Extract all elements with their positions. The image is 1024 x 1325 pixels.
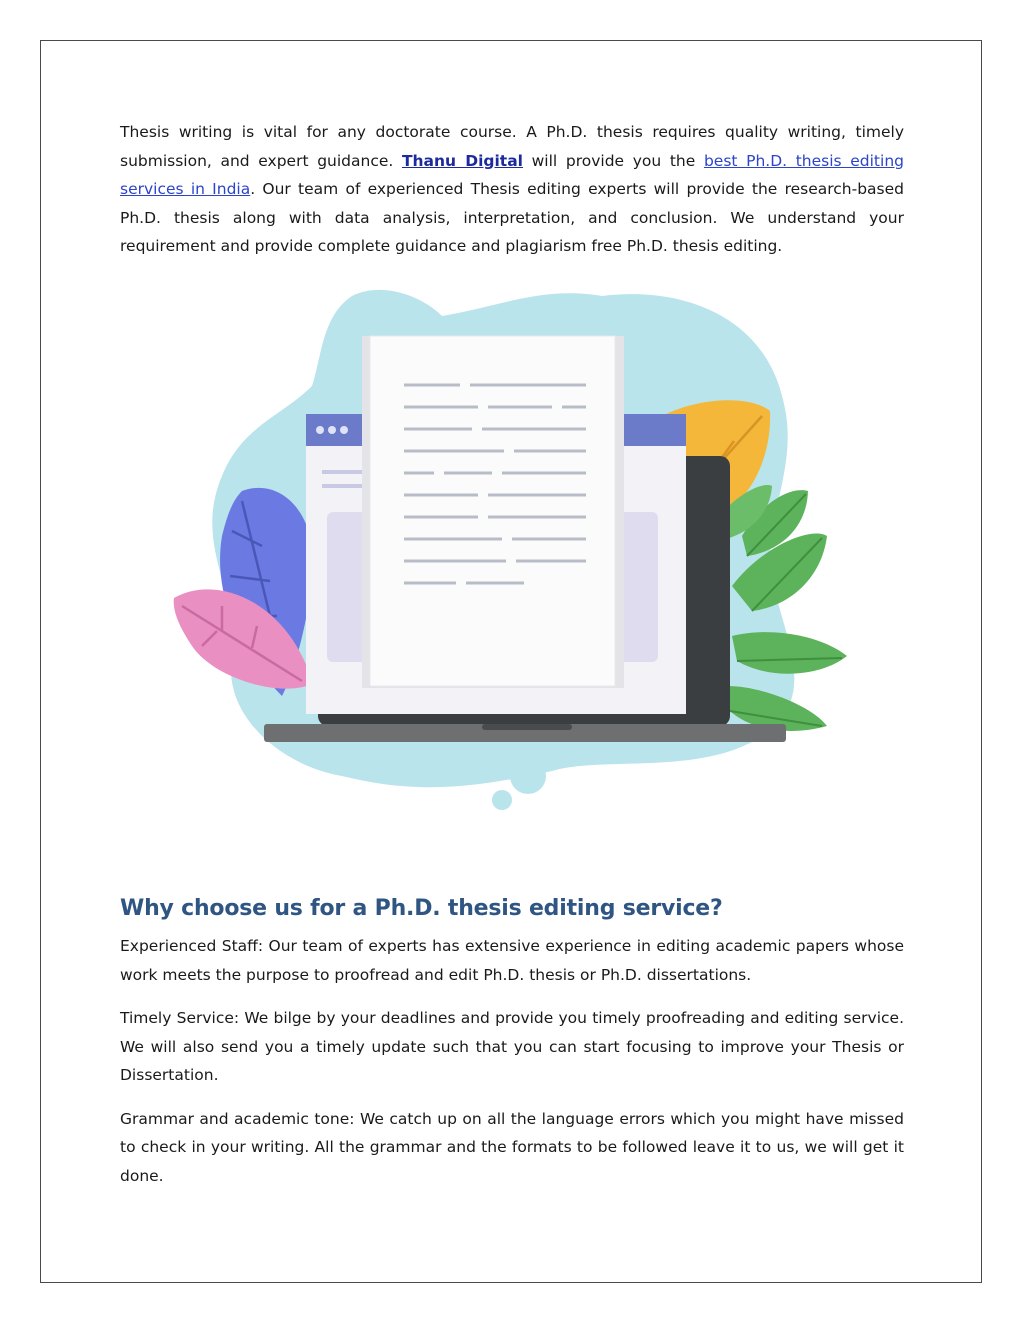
intro-text-2: will provide you the xyxy=(522,151,704,170)
laptop-notch xyxy=(482,724,572,730)
window-line-2 xyxy=(322,484,362,488)
bubble-small xyxy=(492,790,512,810)
window-dot-3 xyxy=(340,426,348,434)
window-dot-2 xyxy=(328,426,336,434)
bubble-large xyxy=(510,758,546,794)
thesis-editing-services-link[interactable]: best Ph.D. thesis editing services in India xyxy=(120,151,904,198)
why-choose-us-block xyxy=(120,932,904,1190)
grammar-tone-paragraph: Grammar and academic tone: We catch up on all the language errors which you might have missed to check in your writing. All the grammar and the formats to be followed leave it to us, we will get it done. xyxy=(120,1109,904,1185)
window-dot-1 xyxy=(316,426,324,434)
experienced-staff-paragraph: Experienced Staff: Our team of experts has extensive experience in editing academic papers whose work meets the purpose to proofread and edit Ph.D. thesis or Ph.D. dissertations. xyxy=(120,937,904,984)
section-heading: Why choose us for a Ph.D. thesis editing service? xyxy=(120,896,723,921)
timely-service-paragraph: Timely Service: We bilge by your deadlines and provide you timely proofreading and editing service. We will also send you a timely update such that you can start focusing to improve your Thesis or Dissertation. xyxy=(120,1009,904,1084)
intro-paragraph xyxy=(120,118,904,261)
thanu-digital-link[interactable]: Thanu Digital xyxy=(401,151,523,170)
intro-block xyxy=(120,118,904,261)
intro-text-1: Thesis writing is vital for any doctorate course. A Ph.D. thesis requires quality writing, timely submission, and expert guidance. xyxy=(120,123,904,170)
document-page xyxy=(370,336,615,686)
laptop-document-illustration xyxy=(122,276,906,856)
intro-text-3: . Our team of experienced Thesis editing experts will provide the research-based Ph.D. thesis along with data analysis, interpretation, and conclusion. We understand your requirement and provide complete guidance and plagiarism free Ph.D. thesis editing. xyxy=(120,180,904,255)
